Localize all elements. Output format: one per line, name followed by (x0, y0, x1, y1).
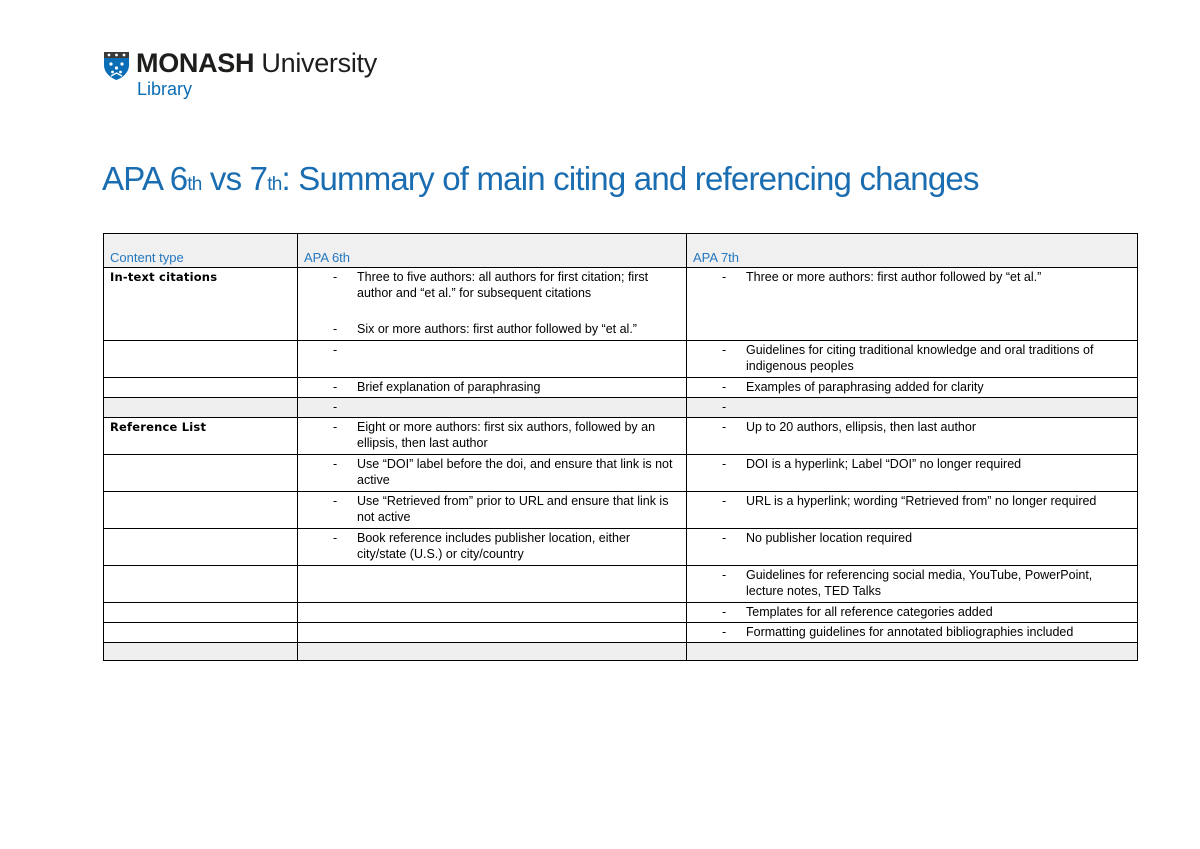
list-item-text: No publisher location required (746, 531, 913, 545)
title-sup-2: th (267, 174, 282, 195)
cell-apa7 (687, 418, 1138, 455)
list-item-text: Use “DOI” label before the doi, and ensure that link is not active (357, 457, 673, 487)
list-item (304, 379, 682, 395)
list-dash: - (722, 400, 727, 414)
list-item-text: DOI is a hyperlink; Label “DOI” no longer required (746, 457, 1022, 471)
cell-apa6 (298, 418, 687, 455)
cell-content-type (104, 566, 298, 603)
table-row (104, 378, 1138, 398)
list-item-text: Up to 20 authors, ellipsis, then last author (746, 420, 976, 434)
table-row (104, 398, 1138, 418)
list-item (693, 530, 1133, 546)
list-item (693, 399, 1133, 415)
list-item (693, 379, 1133, 395)
table-row (104, 529, 1138, 566)
cell-content-type (104, 455, 298, 492)
list-item-text: Guidelines for referencing social media, YouTube, PowerPoint, lecture notes, TED Talks (746, 568, 1093, 598)
cell-content-type (104, 398, 298, 418)
cell-content-type (104, 418, 298, 455)
list-dash: - (722, 343, 727, 357)
cell-content-type (104, 492, 298, 529)
cell-content-type (104, 341, 298, 378)
list-dash: - (333, 380, 338, 394)
cell-apa7 (687, 603, 1138, 623)
list-item (693, 624, 1133, 640)
cell-apa7 (687, 398, 1138, 418)
row-heading: Reference List (110, 420, 207, 434)
list-item-text: URL is a hyperlink; wording “Retrieved from” no longer required (746, 494, 1097, 508)
list-item-text: Use “Retrieved from” prior to URL and ensure that link is not active (357, 494, 669, 524)
list-item-text: Templates for all reference categories added (746, 605, 993, 619)
list-item-text: Three to five authors: all authors for first citation; first author and “et al.” for subsequent citations (357, 270, 649, 300)
cell-apa7 (687, 268, 1138, 341)
logo-university-name (136, 47, 377, 79)
monash-library-logo (103, 47, 403, 99)
list-dash: - (722, 420, 727, 434)
title-part-1: APA 6 (102, 160, 188, 197)
page-title (102, 158, 979, 200)
list-item (693, 269, 1133, 285)
cell-apa7 (687, 529, 1138, 566)
list-item (304, 269, 682, 301)
list-dash: - (333, 270, 338, 284)
comparison-table (103, 233, 1138, 661)
list-item (693, 456, 1133, 472)
cell-apa6 (298, 455, 687, 492)
list-item (304, 399, 682, 415)
list-item (304, 419, 682, 451)
list-dash: - (722, 605, 727, 619)
cell-content-type (104, 643, 298, 661)
list-dash: - (722, 568, 727, 582)
cell-content-type (104, 623, 298, 643)
shield-crest-icon (103, 51, 130, 81)
cell-apa7 (687, 455, 1138, 492)
list-dash: - (722, 380, 727, 394)
table-row (104, 566, 1138, 603)
list-item-text: Book reference includes publisher location, either city/state (U.S.) or city/country (357, 531, 631, 561)
list-dash: - (333, 531, 338, 545)
list-item-text: Formatting guidelines for annotated bibliographies included (746, 625, 1074, 639)
list-item (693, 604, 1133, 620)
list-dash: - (333, 457, 338, 471)
header-content-type: Content type (104, 234, 298, 268)
table-row (104, 418, 1138, 455)
cell-apa6 (298, 492, 687, 529)
list-item (304, 321, 682, 337)
list-item (693, 493, 1133, 509)
cell-apa6 (298, 603, 687, 623)
cell-apa6 (298, 643, 687, 661)
cell-apa6 (298, 566, 687, 603)
cell-apa7 (687, 378, 1138, 398)
table-row (104, 643, 1138, 661)
cell-apa7 (687, 492, 1138, 529)
cell-apa6 (298, 398, 687, 418)
title-part-3: : Summary of main citing and referencing changes (281, 160, 979, 197)
list-item-text: Eight or more authors: first six authors, followed by an ellipsis, then last author (357, 420, 656, 450)
list-item-text: Guidelines for citing traditional knowledge and oral traditions of indigenous peoples (746, 343, 1094, 373)
cell-apa7 (687, 566, 1138, 603)
cell-content-type (104, 529, 298, 566)
title-part-2: vs 7 (201, 160, 268, 197)
table-header-row (104, 234, 1138, 268)
cell-apa6 (298, 341, 687, 378)
list-item (304, 456, 682, 488)
list-dash: - (333, 343, 338, 357)
logo-subtitle: Library (137, 79, 193, 99)
table-row (104, 603, 1138, 623)
list-item-text: Brief explanation of paraphrasing (357, 380, 541, 394)
logo-name-bold: MONASH (136, 48, 255, 78)
list-dash: - (333, 400, 338, 414)
header-apa7: APA 7th (687, 234, 1138, 268)
cell-content-type (104, 268, 298, 341)
list-dash: - (722, 270, 727, 284)
header-apa6: APA 6th (298, 234, 687, 268)
list-item-text: Three or more authors: first author followed by “et al.” (746, 270, 1042, 284)
cell-content-type (104, 378, 298, 398)
list-item (693, 419, 1133, 435)
list-item (304, 530, 682, 562)
list-item (693, 567, 1133, 599)
list-item (304, 342, 682, 358)
logo-name-rest: University (254, 48, 377, 78)
list-item (304, 493, 682, 525)
cell-apa6 (298, 268, 687, 341)
table-row (104, 455, 1138, 492)
cell-apa7 (687, 643, 1138, 661)
cell-apa6 (298, 529, 687, 566)
table-row (104, 492, 1138, 529)
list-spacer (304, 301, 682, 321)
list-dash: - (333, 420, 338, 434)
list-item (693, 342, 1133, 374)
list-dash: - (722, 457, 727, 471)
table-row (104, 341, 1138, 378)
row-heading: In-text citations (110, 270, 218, 284)
cell-apa7 (687, 623, 1138, 643)
list-dash: - (722, 531, 727, 545)
list-dash: - (333, 322, 338, 336)
table-row (104, 623, 1138, 643)
cell-apa6 (298, 378, 687, 398)
table-row (104, 268, 1138, 341)
list-item-text: Examples of paraphrasing added for clarity (746, 380, 984, 394)
cell-apa6 (298, 623, 687, 643)
cell-apa7 (687, 341, 1138, 378)
cell-content-type (104, 603, 298, 623)
list-item-text: Six or more authors: first author followed by “et al.” (357, 322, 637, 336)
list-dash: - (333, 494, 338, 508)
title-sup-1: th (187, 174, 202, 195)
list-dash: - (722, 494, 727, 508)
list-dash: - (722, 625, 727, 639)
